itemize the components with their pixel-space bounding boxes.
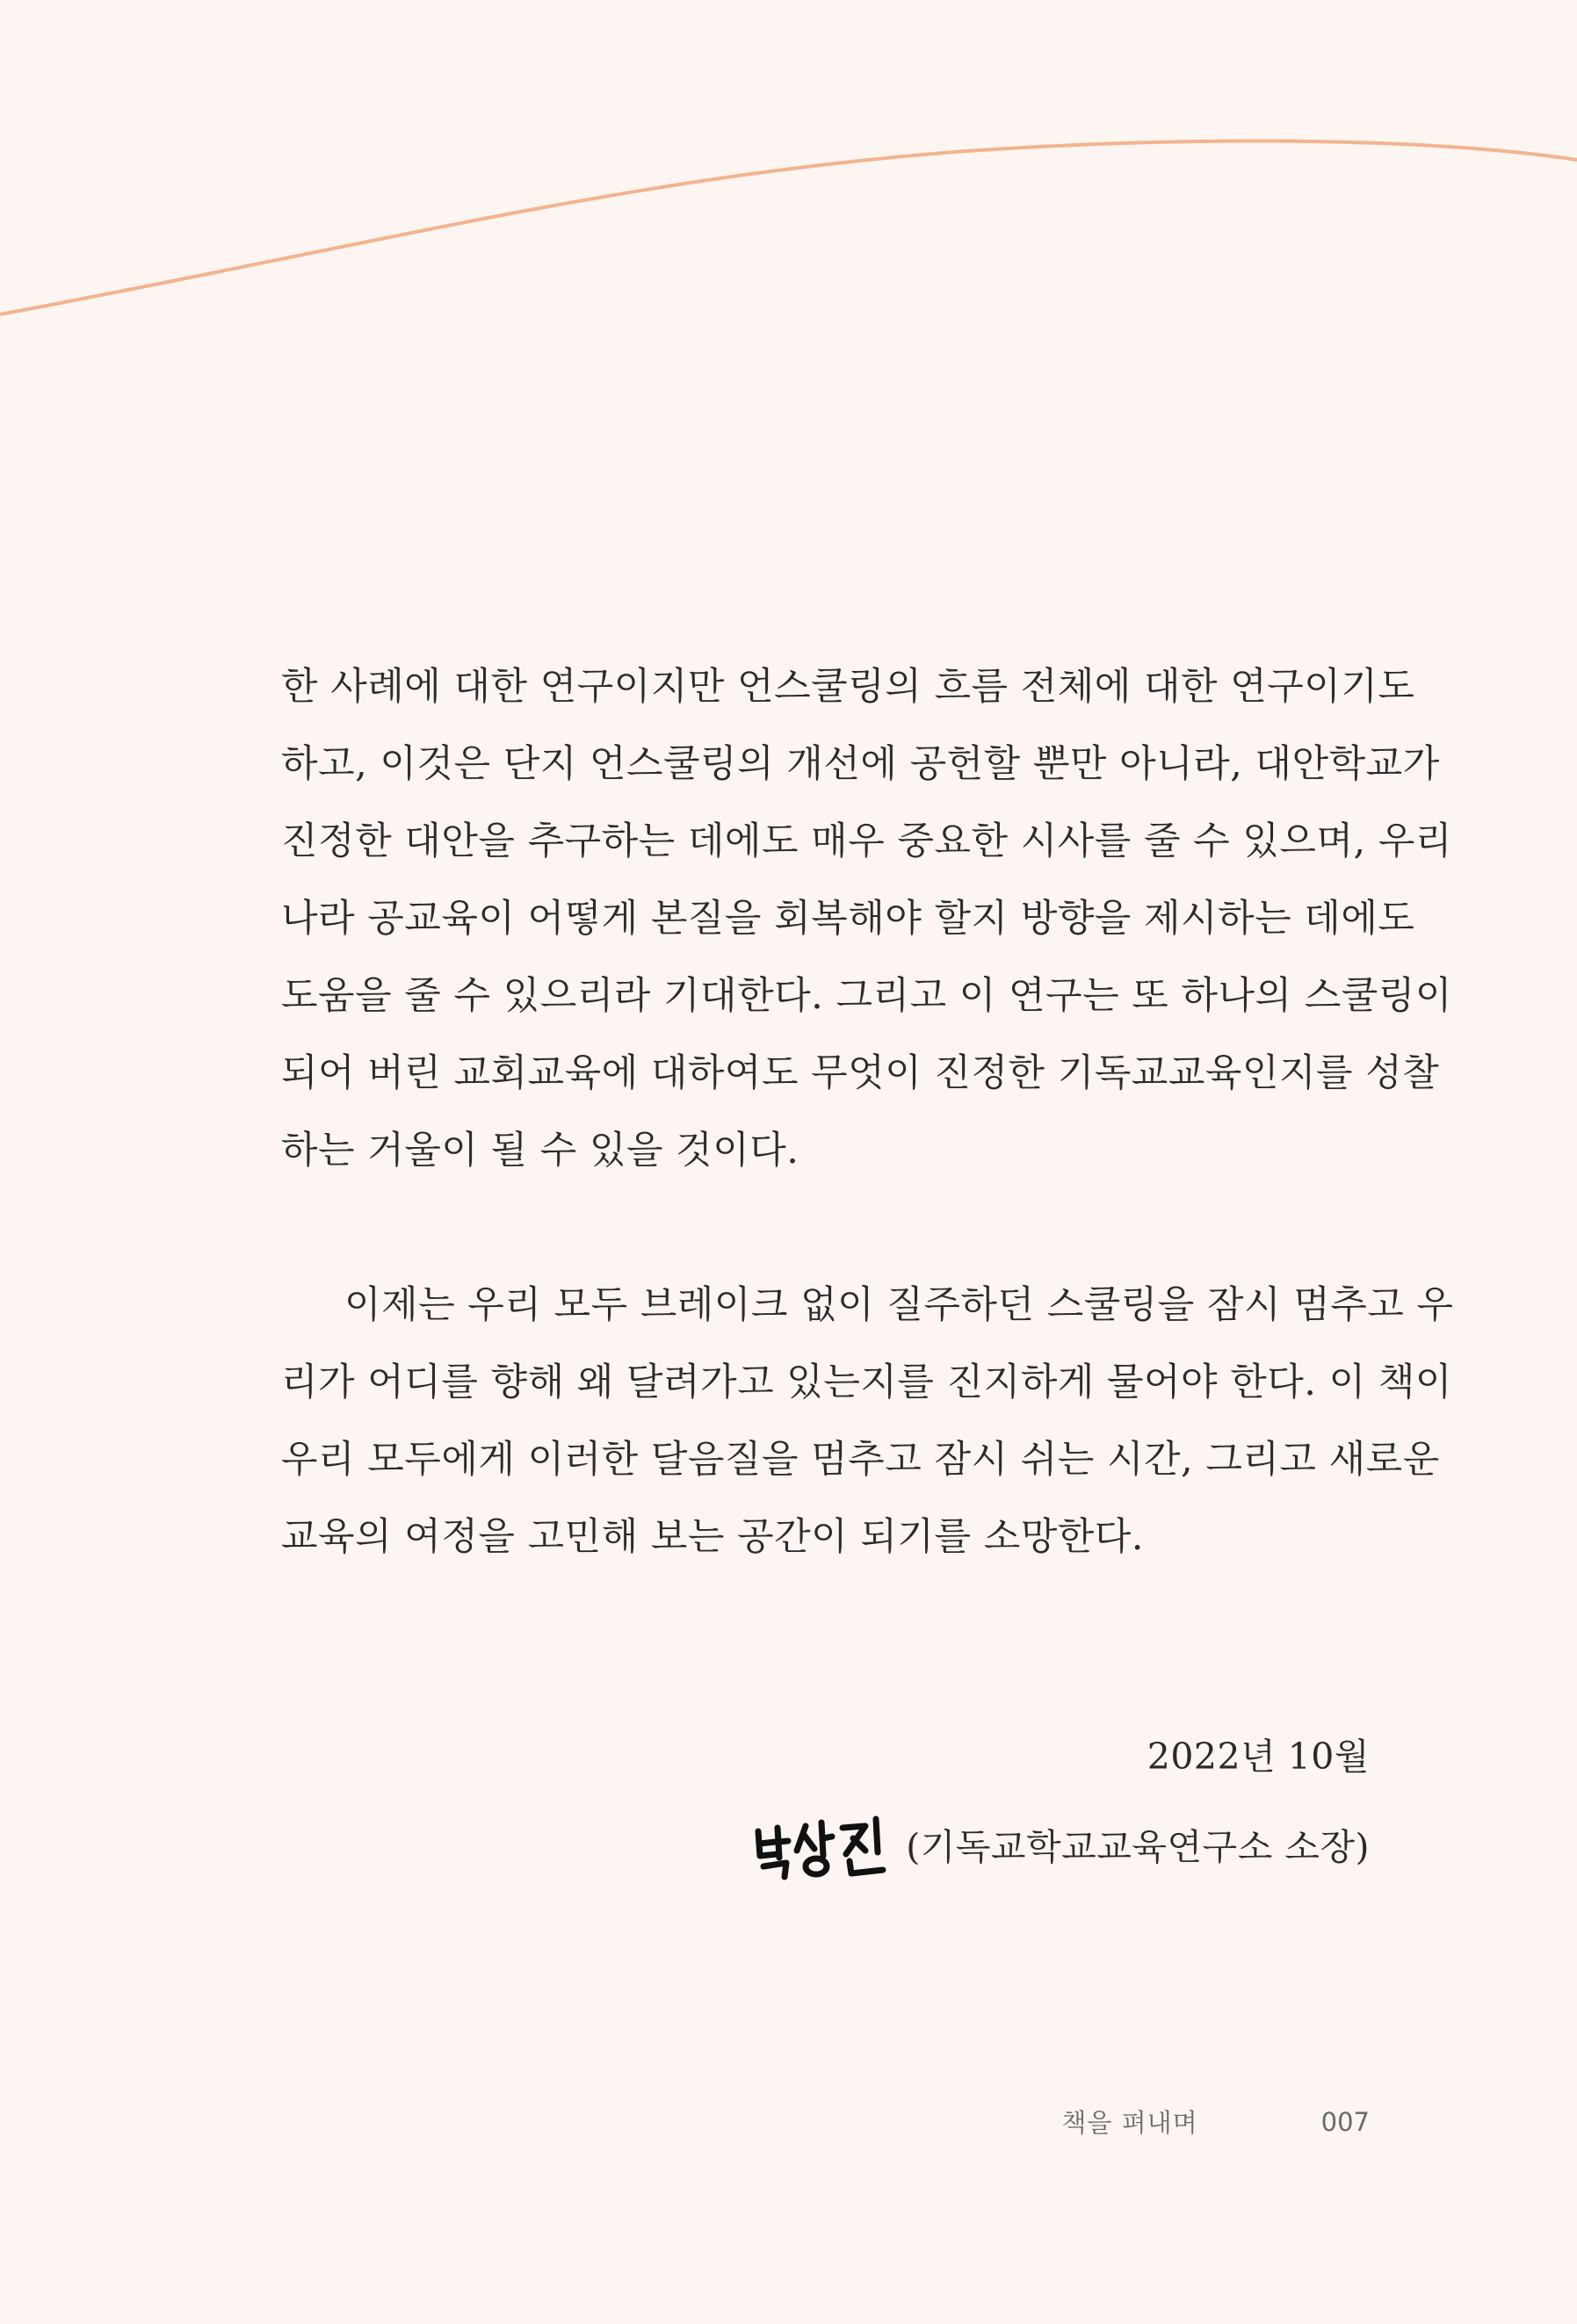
section-name: 책을 펴내며 xyxy=(1061,2108,1198,2138)
author-signature-line xyxy=(751,1808,1370,1887)
paragraph-gap xyxy=(281,1189,1371,1267)
text-line: 리가 어디를 향해 왜 달려가고 있는지를 진지하게 물어야 한다. 이 책이 xyxy=(281,1360,1452,1404)
text-line: 우리 모두에게 이러한 달음질을 멈추고 잠시 쉬는 시간, 그리고 새로운 xyxy=(281,1438,1440,1482)
author-role: (기독교학교교육연구소 소장) xyxy=(906,1826,1370,1868)
text-line: 이제는 우리 모두 브레이크 없이 질주하던 스쿨링을 잠시 멈추고 우 xyxy=(344,1283,1454,1327)
handwritten-signature xyxy=(751,1812,901,1882)
body-text xyxy=(281,648,1454,1576)
text-line: 하는 거울이 될 수 있을 것이다. xyxy=(281,1129,799,1173)
text-line: 되어 버린 교회교육에 대하여도 무엇이 진정한 기독교교육인지를 성찰 xyxy=(281,1051,1440,1095)
text-line: 교육의 여정을 고민해 보는 공간이 되기를 소망한다. xyxy=(281,1515,1144,1559)
text-line: 진정한 대안을 추구하는 데에도 매우 중요한 시사를 줄 수 있으며, 우리 xyxy=(281,819,1452,863)
text-line: 한 사례에 대한 연구이지만 언스쿨링의 흐름 전체에 대한 연구이기도 xyxy=(281,665,1415,709)
page-footer xyxy=(1061,2104,1370,2140)
text-line: 하고, 이것은 단지 언스쿨링의 개선에 공헌할 뿐만 아니라, 대안학교가 xyxy=(281,742,1440,786)
text-line: 도움을 줄 수 있으리라 기대한다. 그리고 이 연구는 또 하나의 스쿨링이 xyxy=(281,974,1452,1018)
page-number: 007 xyxy=(1320,2106,1370,2137)
decorative-curve xyxy=(0,0,1577,351)
text-line: 나라 공교육이 어떻게 본질을 회복해야 할지 방향을 제시하는 데에도 xyxy=(281,897,1415,941)
closing-date: 2022년 10월 xyxy=(1147,1736,1370,1778)
